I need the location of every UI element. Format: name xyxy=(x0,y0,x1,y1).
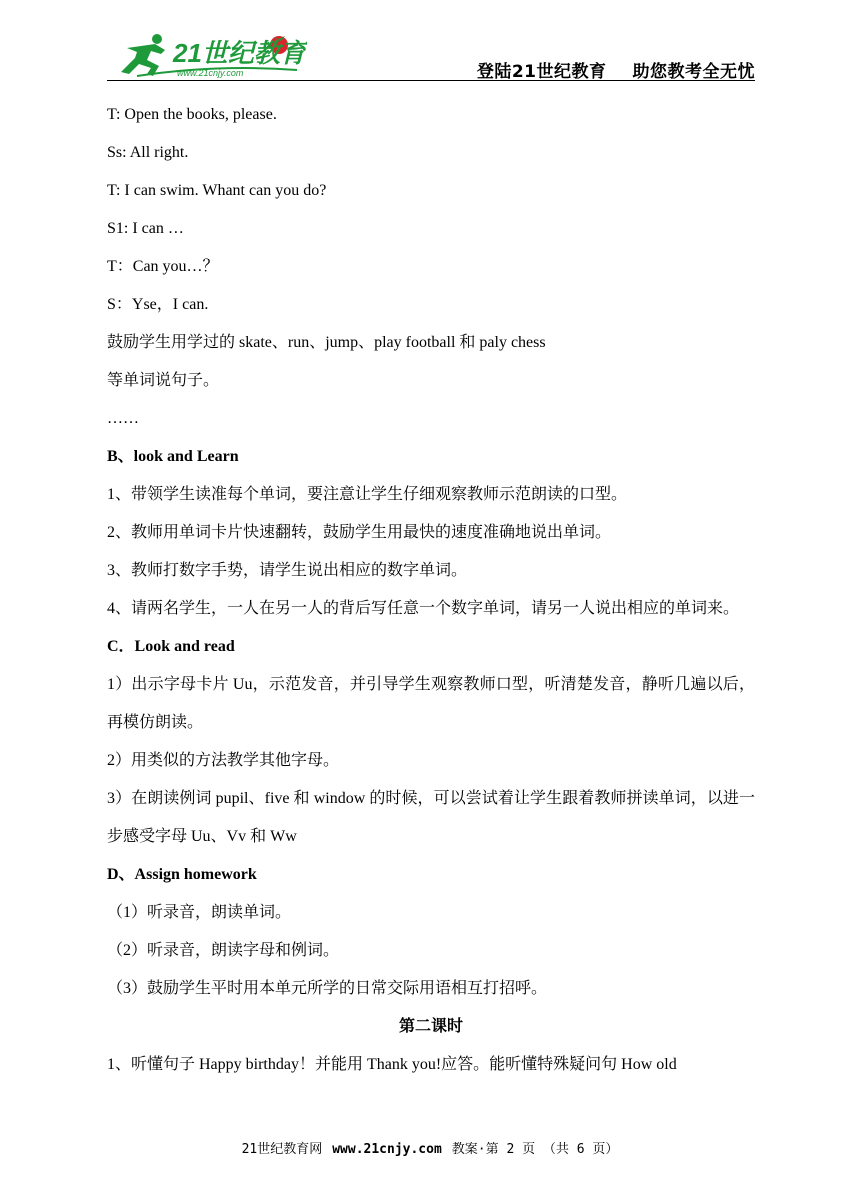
site-logo[interactable] xyxy=(107,30,307,82)
header-divider xyxy=(107,80,755,81)
logo-graphic xyxy=(107,30,307,82)
step-item: 1、带领学生读准每个单词，要注意让学生仔细观察教师示范朗读的口型。 xyxy=(107,486,628,503)
ellipsis-line: …… xyxy=(107,410,139,427)
page-header xyxy=(107,30,755,82)
homework-item: （3）鼓励学生平时用本单元所学的日常交际用语相互打招呼。 xyxy=(107,980,548,997)
dialogue-line: T：Can you…？ xyxy=(107,258,219,275)
homework-item: （1）听录音，朗读单词。 xyxy=(107,904,292,921)
lesson-title: 第二课时 xyxy=(398,1018,463,1035)
step-item: 4、请两名学生，一人在另一人的背后写任意一个数字单词，请另一人说出相应的单词来。 xyxy=(107,600,740,617)
dialogue-line: T: Open the books, please. xyxy=(107,106,277,123)
body-paragraph: 等单词说句子。 xyxy=(107,372,220,389)
section-heading-d: D、Assign homework xyxy=(107,866,257,883)
dialogue-line: Ss: All right. xyxy=(107,144,189,161)
dialogue-line: S1: I can … xyxy=(107,220,184,237)
logo-text: 21世纪教育 xyxy=(173,38,306,68)
dialogue-line: T: I can swim. Whant can you do? xyxy=(107,182,327,199)
objective-item: 1、听懂句子 Happy birthday！并能用 Thank you!应答。能听懂特殊疑问句 How old xyxy=(107,1056,677,1073)
tagline-login: 登陆21世纪教育 xyxy=(476,62,607,82)
section-heading-c: C．Look and read xyxy=(107,638,235,655)
footer-site: 21世纪教育网 xyxy=(241,1142,323,1157)
footer-page-info: 教案·第 2 页 （共 6 页） xyxy=(451,1142,619,1157)
footer-url[interactable]: www.21cnjy.com xyxy=(332,1142,442,1157)
step-item: 3、教师打数字手势，请学生说出相应的数字单词。 xyxy=(107,562,468,579)
step-item: 2、教师用单词卡片快速翻转，鼓励学生用最快的速度准确地说出单词。 xyxy=(107,524,612,541)
dialogue-line: S：Yse，I can. xyxy=(107,296,209,313)
step-item: 2）用类似的方法教学其他字母。 xyxy=(107,752,340,769)
document-body xyxy=(107,96,755,1084)
step-item: 1）出示字母卡片 Uu，示范发音，并引导学生观察教师口型，听清楚发音，静听几遍以后，再模仿朗读。 xyxy=(107,676,755,731)
tagline-slogan: 助您教考全无忧 xyxy=(632,62,755,82)
body-paragraph: 鼓励学生用学过的 skate、run、jump、play football 和 paly chess xyxy=(107,334,546,351)
homework-item: （2）听录音，朗读字母和例词。 xyxy=(107,942,340,959)
header-tagline xyxy=(477,57,755,82)
logo-url: www.21cnjy.com xyxy=(177,68,244,78)
step-item: 3）在朗读例词 pupil、five 和 window 的时候，可以尝试着让学生跟着教师拼读单词，以进一步感受字母 Uu、Vv 和 Ww xyxy=(107,790,755,845)
page-footer xyxy=(0,1138,860,1157)
section-heading-b: B、look and Learn xyxy=(107,448,239,465)
